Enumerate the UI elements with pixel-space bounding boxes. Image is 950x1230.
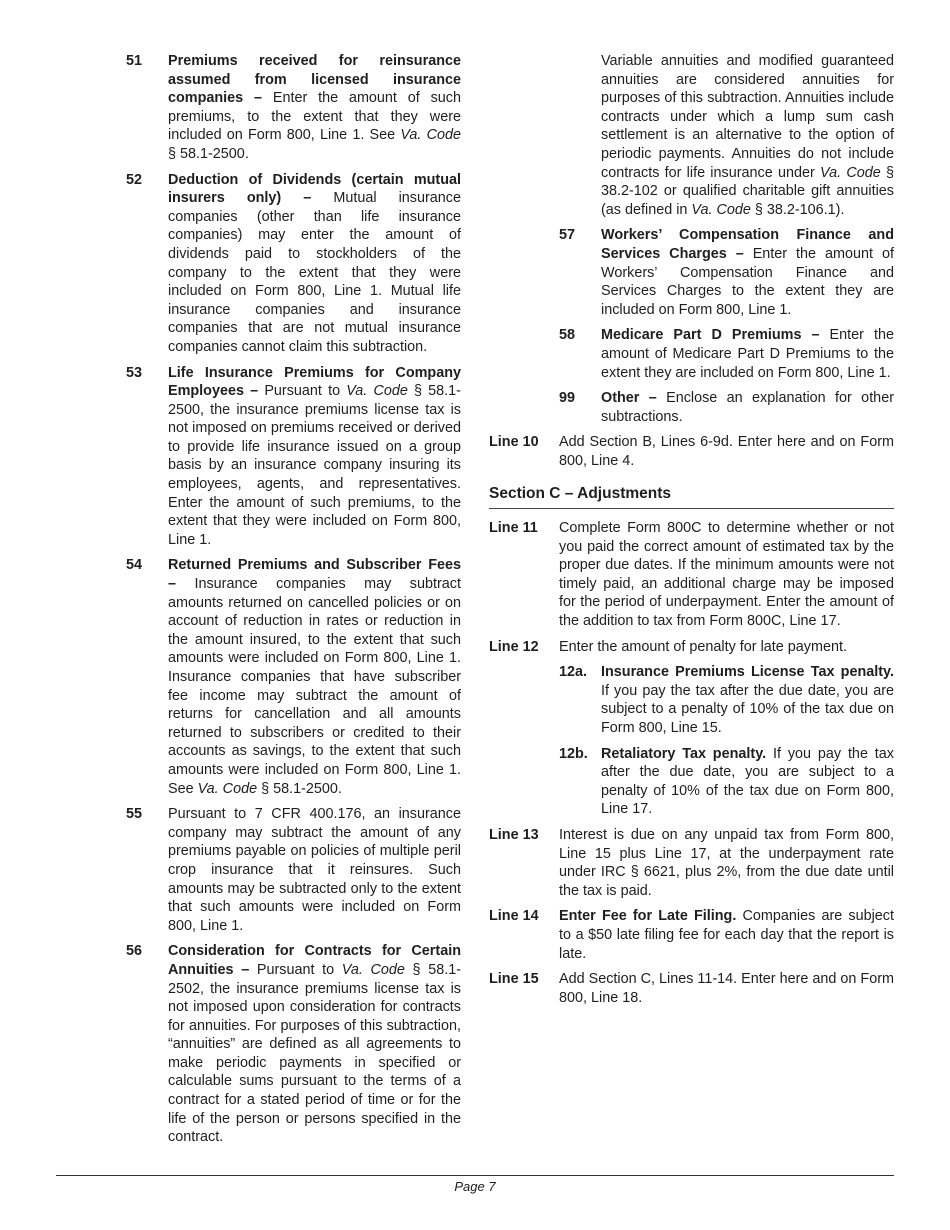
line-label: Line 12 bbox=[489, 638, 539, 655]
item-text bbox=[168, 556, 461, 798]
line-text: Interest is due on any unpaid tax from Form 800, Line 15 plus Line 17, at the underpayment rate under IRC § 6621, plus 2%, from the due date until the tax is paid. bbox=[559, 826, 894, 899]
item-number: 55 bbox=[126, 806, 143, 823]
item-99 bbox=[559, 389, 894, 426]
item-51 bbox=[126, 52, 461, 164]
item-heading: Workers’ Compensation Finance and Services Charges – bbox=[601, 227, 894, 262]
item-heading: Medicare Part D Premiums – bbox=[601, 327, 820, 344]
item-number: 12a. bbox=[559, 664, 588, 681]
item-heading: Life Insurance Premiums for Company Employees – bbox=[168, 364, 461, 400]
item-text bbox=[601, 663, 894, 737]
citation: Va. Code bbox=[400, 127, 462, 144]
item-body: Mutual insurance companies (other than life insurance companies) may enter the amount of dividends paid to stockholders of the company to the extent that they were included on Form 800, Line 1. Mutual life insurance companies and insurance companies that are not mutual insurance companies cannot claim this subtraction. bbox=[168, 190, 461, 355]
item-56-continuation bbox=[601, 52, 894, 219]
item-number: 99 bbox=[559, 390, 576, 407]
line-13 bbox=[489, 826, 894, 900]
line-11 bbox=[489, 519, 894, 631]
item-text bbox=[168, 942, 461, 1147]
item-heading: Insurance Premiums License Tax penalty. bbox=[601, 664, 894, 681]
line-text: Complete Form 800C to determine whether or not you paid the correct amount of estimated tax by the proper due dates. If the minimum amounts were not timely paid, an additional charge may be imposed for the period of underpayment. Enter the amount of the addition to tax from Form 800C, Line 17. bbox=[559, 520, 894, 630]
item-body: Pursuant to 7 CFR 400.176, an insurance company may subtract the amount of any premiums payable on policies of multiple peril crop insurance that it reinsures. Such amounts may be subtracted only to the extent that such amounts were included on Form 800, Line 1. bbox=[168, 806, 461, 934]
item-body: Pursuant to bbox=[258, 383, 347, 400]
citation: Va. Code bbox=[341, 961, 405, 978]
item-body: Enclose an explanation for other subtractions. bbox=[601, 390, 894, 425]
item-number: 57 bbox=[559, 227, 576, 244]
item-heading: Deduction of Dividends (certain mutual insurers only) – bbox=[168, 171, 461, 207]
line-12 bbox=[489, 638, 894, 657]
item-number: 51 bbox=[126, 53, 143, 69]
line-10 bbox=[489, 433, 894, 470]
item-54 bbox=[126, 556, 461, 798]
right-column bbox=[489, 52, 894, 1014]
citation: Va. Code bbox=[197, 780, 258, 797]
item-body: § 58.1-2500. bbox=[257, 780, 342, 797]
item-heading: Enter Fee for Late Filing. bbox=[559, 908, 737, 925]
line-14 bbox=[489, 907, 894, 963]
line-label: Line 11 bbox=[489, 520, 538, 537]
item-text bbox=[168, 364, 461, 550]
item-body: If you pay the tax after the due date, you are subject to a penalty of 10% of the tax due on Form 800, Line 17. bbox=[601, 745, 894, 818]
item-53 bbox=[126, 364, 461, 550]
left-column bbox=[126, 52, 461, 1154]
item-text bbox=[601, 745, 894, 819]
item-text bbox=[168, 52, 461, 164]
item-number: 58 bbox=[559, 327, 576, 344]
line-label: Line 15 bbox=[489, 971, 539, 988]
item-body: § 58.1-2500, the insurance premiums license tax is not imposed on premiums received or derived to provide life insurance issued on a group basis by an insurance company insuring its employees, agents, and representatives. Enter the amount of such premiums, to the extent that they were included on Form 800, Line 1. bbox=[168, 383, 461, 548]
item-heading: Premiums received for reinsurance assumed from licensed insurance companies – bbox=[168, 53, 461, 107]
item-52 bbox=[126, 171, 461, 357]
item-body: Enter the amount of such premiums, to the extent that they were included on Form 800, Line 1. See bbox=[168, 90, 462, 144]
line-15 bbox=[489, 970, 894, 1007]
item-body: Pursuant to bbox=[249, 961, 342, 978]
line-12a bbox=[559, 663, 894, 737]
item-56 bbox=[126, 942, 461, 1147]
item-text bbox=[168, 805, 461, 935]
item-number: 52 bbox=[126, 171, 143, 188]
item-body: § 38.2-106.1). bbox=[750, 201, 845, 218]
item-heading: Retaliatory Tax penalty. bbox=[601, 745, 767, 762]
item-number: 56 bbox=[126, 943, 143, 960]
item-body: § 38.2-102 or qualified charitable gift annuities (as defined in bbox=[601, 164, 894, 218]
item-body: § 58.1-2500. bbox=[168, 145, 249, 162]
item-body: Variable annuities and modified guaranteed annuities are considered annuities for purposes of this subtraction. Annuities include contracts under which a lump sum cash settlement is an alternative to the option of periodic payments. Annuities do not include contracts for life insurance under bbox=[601, 53, 894, 181]
page-number: Page 7 bbox=[454, 1179, 496, 1194]
item-heading: Consideration for Contracts for Certain Annuities – bbox=[168, 943, 461, 978]
item-number: 53 bbox=[126, 364, 143, 381]
item-number: 54 bbox=[126, 557, 143, 574]
line-text bbox=[559, 907, 894, 963]
citation: Va. Code bbox=[691, 201, 751, 218]
section-c-heading: Section C – Adjustments bbox=[489, 485, 894, 509]
item-number: 12b. bbox=[559, 745, 588, 762]
item-text bbox=[168, 171, 461, 357]
item-text bbox=[601, 226, 894, 319]
item-text bbox=[601, 326, 894, 382]
line-text: Enter the amount of penalty for late payment. bbox=[559, 638, 847, 655]
item-55 bbox=[126, 805, 461, 935]
item-body: § 58.1-2502, the insurance premiums license tax is not imposed upon consideration for contracts for annuities. For purposes of this subtraction, “annuities” are defined as all agreements to make periodic payments in specified or calculable sums pursuant to the terms of a contract for a stated period of time or for the life of the person or persons specified in the contract. bbox=[168, 961, 461, 1146]
item-body: Companies are subject to a $50 late filing fee for each day that the report is late. bbox=[559, 908, 894, 962]
item-body: Enter the amount of Workers’ Compensation Finance and Services Charges to the extent they are included on Form 800, Line 1. bbox=[601, 245, 894, 318]
line-label: Line 13 bbox=[489, 826, 539, 843]
item-57 bbox=[559, 226, 894, 319]
item-body: If you pay the tax after the due date, you are subject to a penalty of 10% of the tax due on Form 800, Line 15. bbox=[601, 682, 894, 736]
line-12b bbox=[559, 745, 894, 819]
line-text: Add Section B, Lines 6-9d. Enter here and on Form 800, Line 4. bbox=[559, 434, 894, 469]
item-heading: Other – bbox=[601, 390, 657, 407]
item-58 bbox=[559, 326, 894, 382]
citation: Va. Code bbox=[820, 164, 881, 181]
line-label: Line 10 bbox=[489, 434, 539, 451]
item-body: Enter the amount of Medicare Part D Premiums to the extent they are included on Form 800, Line 1. bbox=[601, 327, 894, 381]
line-label: Line 14 bbox=[489, 908, 539, 925]
item-body: Insurance companies may subtract amounts returned on cancelled policies or on account of reduction in rates or reduction in the amount insured, to the extent that such amounts were included on Form 800, Line 1. Insurance companies that have subscriber fee income may subtract the amount of returns for cancellation and all amounts returned to subscribers or credited to their accounts as savings, to the extent that such amounts were included on Form 800, Line 1. See bbox=[168, 576, 461, 797]
footer-divider bbox=[56, 1175, 894, 1176]
item-text bbox=[601, 389, 894, 426]
item-heading: Returned Premiums and Subscriber Fees – bbox=[168, 557, 461, 593]
line-text: Add Section C, Lines 11-14. Enter here and on Form 800, Line 18. bbox=[559, 971, 894, 1006]
citation: Va. Code bbox=[346, 383, 408, 400]
